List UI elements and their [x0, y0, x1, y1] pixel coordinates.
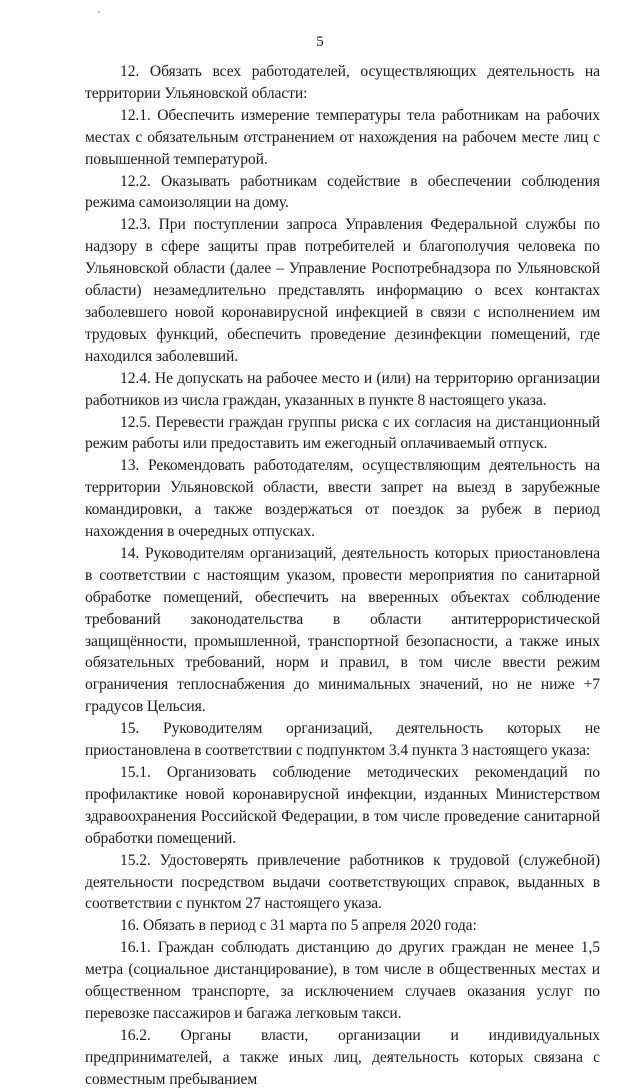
paragraph-12-2: 12.2. Оказывать работникам содействие в обеспечении соблюдения режима самоизоляции на дому.	[85, 172, 600, 212]
paragraph-12-4: 12.4. Не допускать на рабочее место и (или) на территорию организации работников из числа граждан, указанных в пункте 8 настоящего указа.	[85, 369, 600, 409]
paragraph-16: 16. Обязать в период с 31 марта по 5 апреля 2020 года:	[120, 917, 477, 935]
paragraph-15-1: 15.1. Организовать соблюдение методических рекомендаций по профилактике новой коронавирусной инфекции, изданных Министерством здравоохранения Российской Федерации, в том числе проведение санитарной обработки помещений.	[85, 764, 600, 847]
paragraph-13: 13. Рекомендовать работодателям, осуществляющим деятельность на территории Ульяновской области, ввести запрет на выезд в зарубежные командировки, а также воздержаться от поездок за рубеж в период нахождения в очередных отпусках.	[85, 457, 600, 541]
paragraph-15-2: 15.2. Удостоверять привлечение работников к трудовой (служебной) деятельности посредством выдачи соответствующих справок, выданных в соответствии с пунктом 27 настоящего указа.	[85, 851, 600, 913]
paragraph-12-1: 12.1. Обеспечить измерение температуры тела работникам на рабочих местах с обязательным отстранением от нахождения на рабочем месте лиц с повышенной температурой.	[85, 106, 600, 168]
scan-speck	[98, 11, 100, 13]
document-body	[85, 61, 600, 1091]
paragraph-14: 14. Руководителям организаций, деятельность которых приостановлена в соответствии с настоящим указом, провести мероприятия по санитарной обработке помещений, обеспечить на вверенных объектах соблюдение требований законодательства в области антитеррористической защищённости, промышленной, транспортной безопасности, а также иных обязательных требований, норм и правил, в том числе ввести режим ограничения теплоснабжения до минимальных значений, но не ниже +7 градусов Цельсия.	[85, 544, 600, 716]
paragraph-15: 15. Руководителям организаций, деятельность которых не приостановлена в соответствии с подпунктом 3.4 пункта 3 настоящего указа:	[85, 720, 600, 760]
paragraph-16-2: 16.2. Органы власти, организации и индивидуальных предпринимателей, а также иных лиц, деятельность которых связана с совместным пребыванием	[85, 1026, 600, 1088]
paragraph-12-3: 12.3. При поступлении запроса Управления Федеральной службы по надзору в сфере защиты прав потребителей и благополучия человека по Ульяновской области (далее – Управление Роспотребнадзора по Ульяновской области) незамедлительно представлять информацию о всех контактах заболевшего новой коронавирусной инфекцией в связи с исполнением им трудовых функций, обеспечить проведение дезинфекции помещений, где находился заболевший.	[85, 216, 600, 365]
paragraph-12: 12. Обязать всех работодателей, осуществляющих деятельность на территории Ульяновской области:	[85, 63, 600, 102]
paragraph-12-5: 12.5. Перевести граждан группы риска с их согласия на дистанционный режим работы или предоставить им ежегодный оплачиваемый отпуск.	[85, 413, 600, 453]
page-number: 5	[316, 34, 324, 50]
paragraph-16-1: 16.1. Граждан соблюдать дистанцию до других граждан не менее 1,5 метра (социальное дистанцирование), в том числе в общественных местах и общественном транспорте, за исключением случаев оказания услуг по перевозке пассажиров и багажа легковым такси.	[85, 939, 600, 1022]
